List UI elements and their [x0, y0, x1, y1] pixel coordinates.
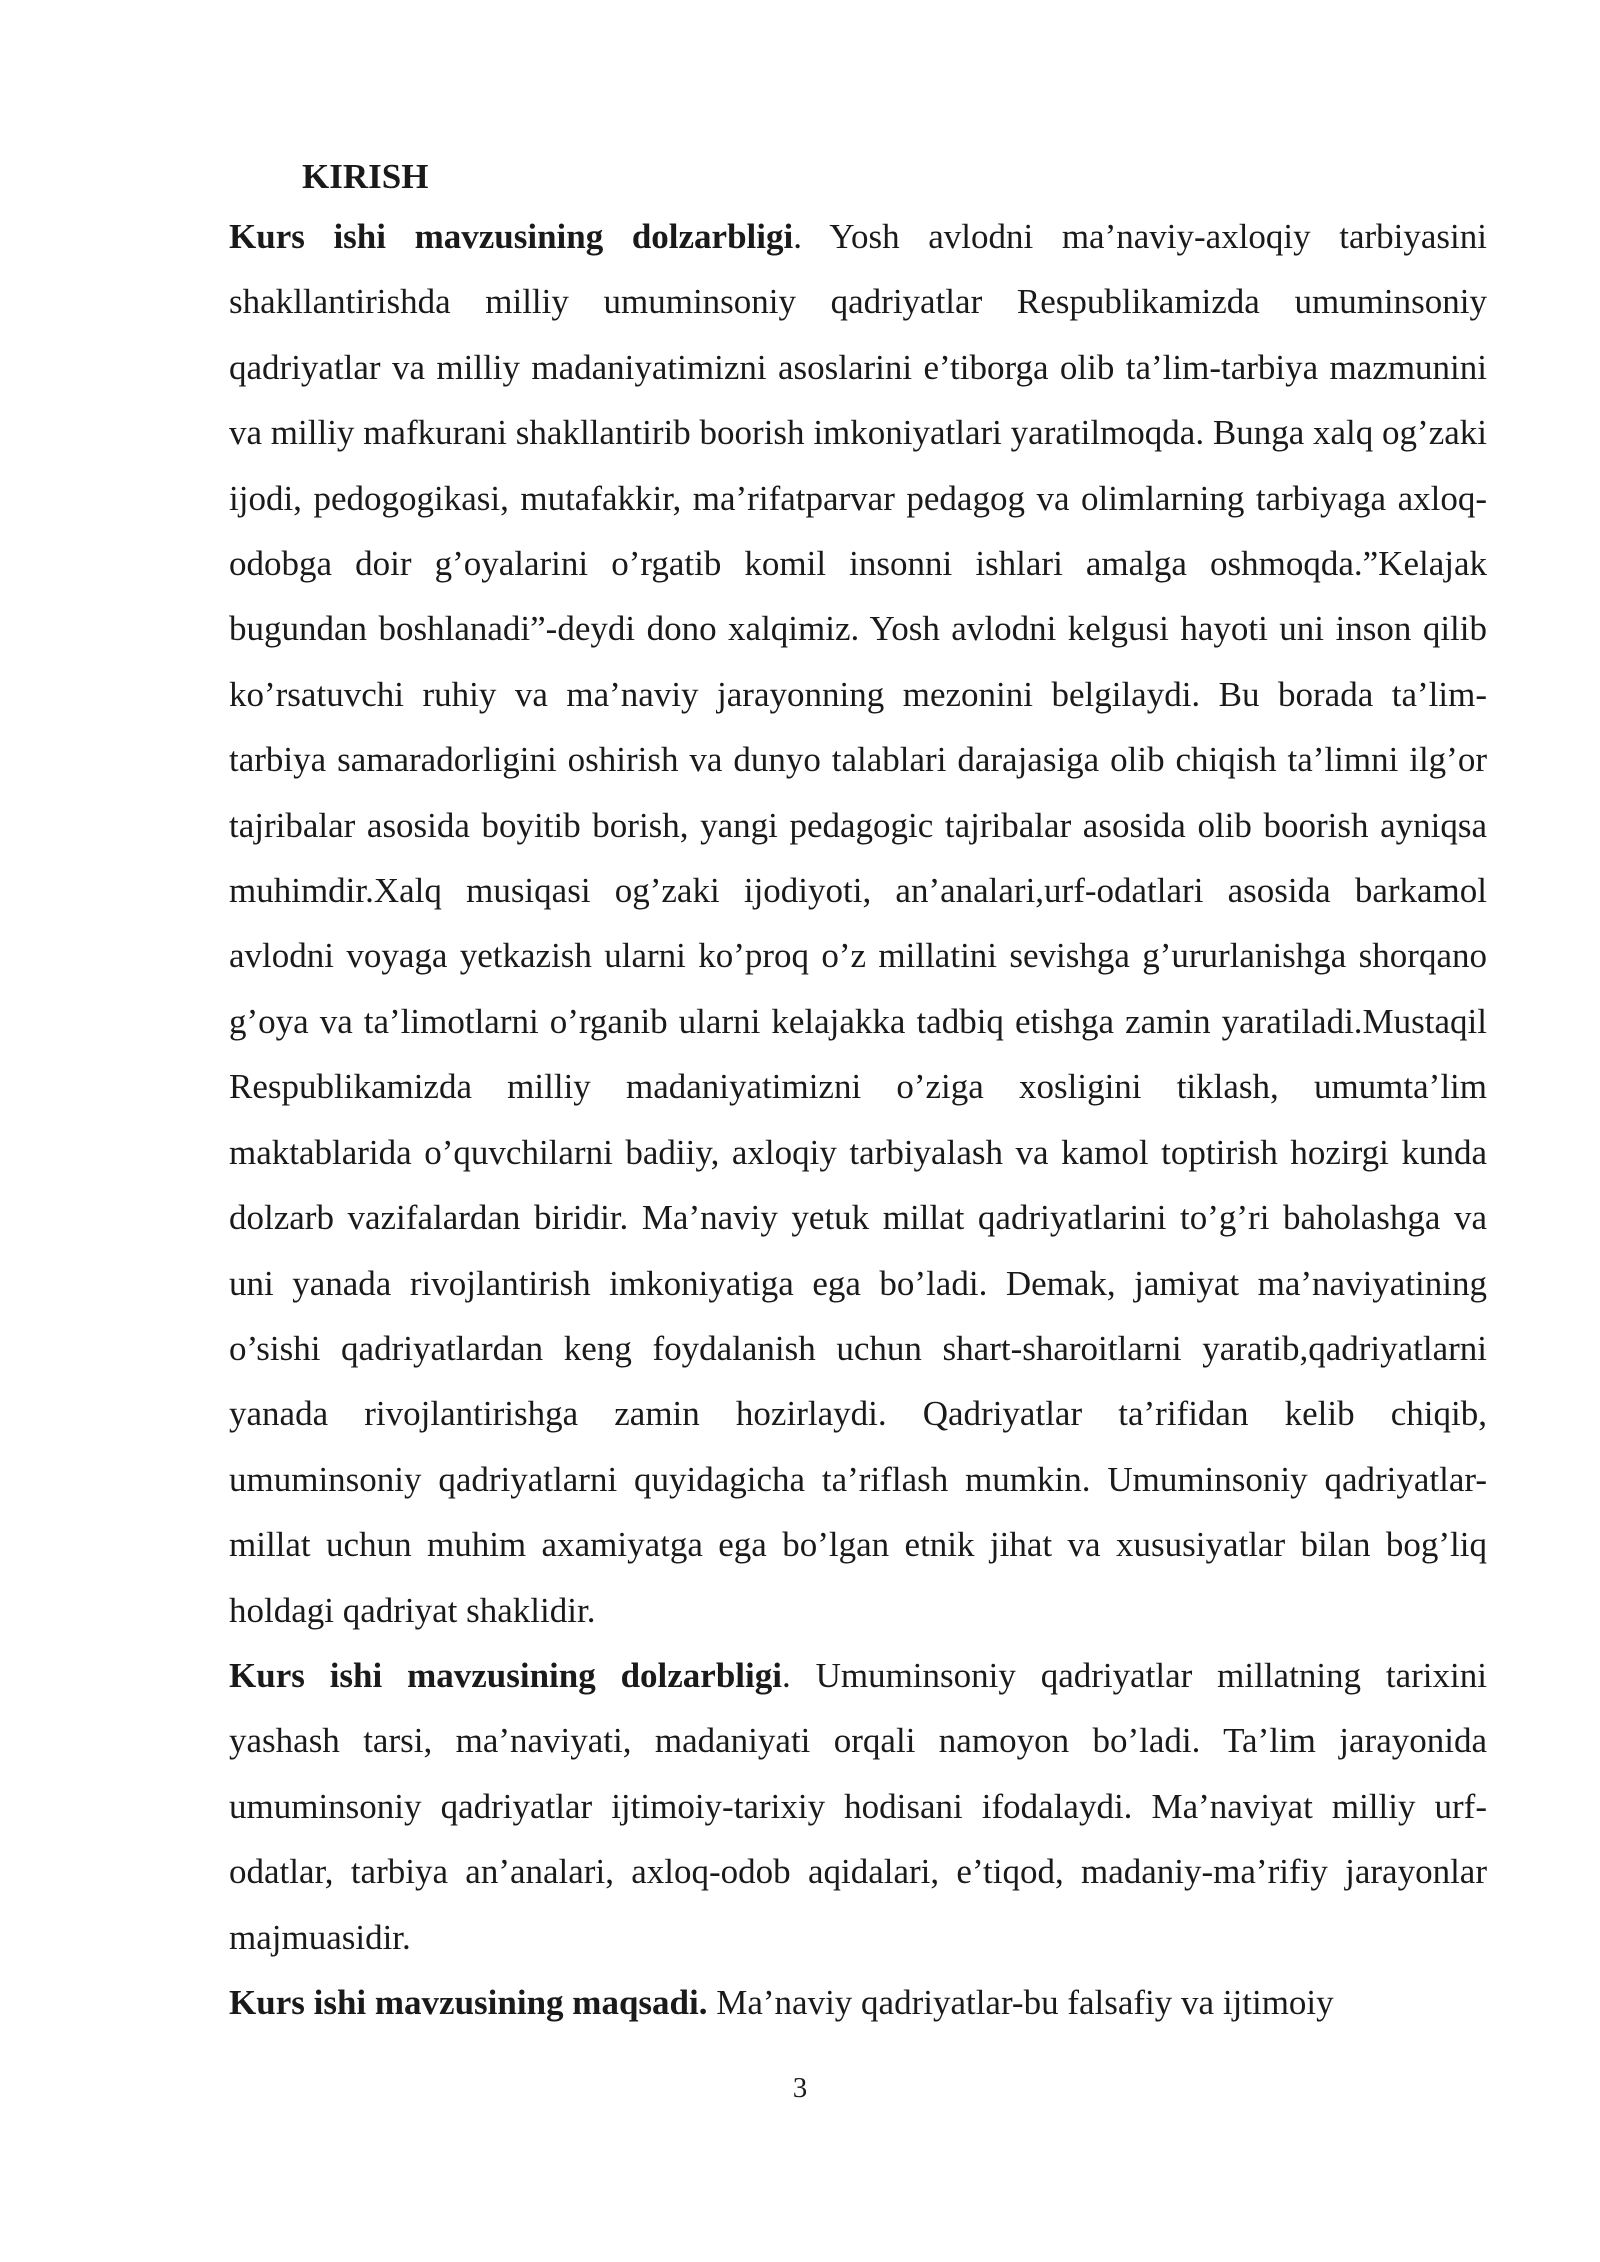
paragraph-1 — [229, 204, 1487, 1643]
paragraph-3 — [229, 1970, 1487, 2035]
page-number: 3 — [792, 2072, 808, 2104]
paragraph-body: . Umuminsoniy qadriyatlar millatning tarixini yashash tarsi, ma’naviyati, madaniyati orqali namoyon bo’ladi. Ta’lim jarayonida umuminsoniy qadriyatlar ijtimoiy-tarixiy hodisani ifodalaydi. Ma’naviyat milliy urf-odatlar, tarbiya an’analari, axloq-odob aqidalari, e’tiqod, madaniy-ma’rifiy jarayonlar majmuasidir. — [229, 1655, 1487, 1957]
document-heading: KIRISH — [302, 157, 429, 196]
paragraph-lead: Kurs ishi mavzusining maqsadi. — [229, 1982, 708, 2022]
paragraph-2 — [229, 1643, 1487, 1970]
document-page — [229, 150, 1487, 2035]
paragraph-body: Ma’naviy qadriyatlar-bu falsafiy va ijtimoiy — [707, 1982, 1334, 2022]
paragraph-lead: Kurs ishi mavzusining dolzarbligi — [229, 217, 794, 256]
paragraph-body: . Yosh avlodni ma’naviy-axloqiy tarbiyasini shakllantirishda milliy umuminsoniy qadriyatlar Respublikamizda umuminsoniy qadriyatlar va milliy madaniyatimizni asoslarini e’tiborga olib ta’lim-tarbiya mazmunini va milliy mafkurani shakllantirib boorish imkoniyatlari yaratilmoqda. Bunga xalq og’zaki ijodi, pedogogikasi, mutafakkir, ma’rifatparvar pedagog va olimlarning tarbiyaga axloq-odobga doir g’oyalarini o’rgatib komil insonni ishlari amalga oshmoqda.”Kelajak bugundan boshlanadi”-deydi dono xalqimiz. Yosh avlodni kelgusi hayoti uni inson qilib ko’rsatuvchi ruhiy va ma’naviy jarayonning mezonini belgilaydi. Bu borada ta’lim-tarbiya samaradorligini oshirish va dunyo talablari darajasiga olib chiqish ta’limni ilg’or tajribalar asosida boyitib borish, yangi pedagogic tajribalar asosida olib boorish ayniqsa muhimdir.Xalq musiqasi og’zaki ijodiyoti, an’analari,urf-odatlari asosida barkamol avlodni voyaga yetkazish ularni ko’proq o’z millatini sevishga g’ururlanishga shorqano g’oya va ta’limotlarni o’rganib ularni kelajakka tadbiq etishga zamin yaratiladi.Mustaqil Respublikamizda milliy madaniyatimizni o’ziga xosligini tiklash, umumta’lim maktablarida o’quvchilarni badiiy, axloqiy tarbiyalash va kamol toptirish hozirgi kunda dolzarb vazifalardan biridir. Ma’naviy yetuk millat qadriyatlarini to’g’ri baholashga va uni yanada rivojlantirish imkoniyatiga ega bo’ladi. Demak, jamiyat ma’naviyatining o’sishi qadriyatlardan keng foydalanish uchun shart-sharoitlarni yaratib,qadriyatlarni yanada rivojlantirishga zamin hozirlaydi. Qadriyatlar ta’rifidan kelib chiqib, umuminsoniy qadriyatlarni quyidagicha ta’riflash mumkin. Umuminsoniy qadriyatlar-millat uchun muhim axamiyatga ega bo’lgan etnik jihat va xususiyatlar bilan bog’liq holdagi qadriyat shaklidir. — [229, 217, 1487, 1630]
paragraph-lead: Kurs ishi mavzusining dolzarbligi — [229, 1655, 782, 1695]
